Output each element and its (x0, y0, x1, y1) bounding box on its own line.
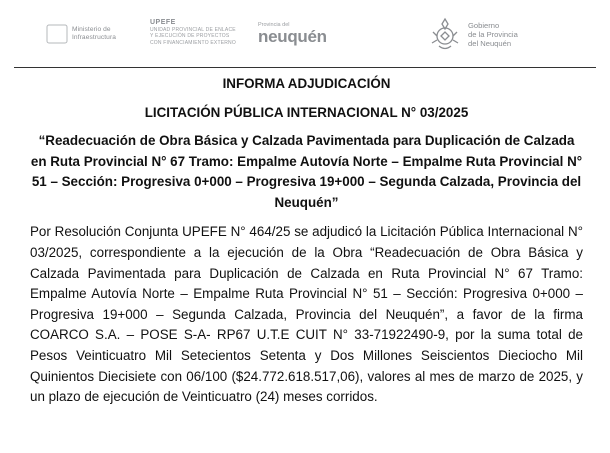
gobierno-line2: de la Provincia (468, 29, 518, 39)
upefe-title: UPEFE (150, 19, 176, 26)
tender-number: LICITACIÓN PÚBLICA INTERNACIONAL N° 03/2025 (144, 105, 469, 120)
neuquen-wordmark: neuquén (258, 27, 327, 46)
gobierno-logo (428, 16, 518, 52)
document-heading: INFORMA ADJUDICACIÓN (222, 76, 391, 91)
ministerio-logo (46, 24, 116, 44)
project-title: “Readecuación de Obra Básica y Calzada Pavimentada para Duplicación de Calzada en Ruta Provincial N° 67 Tramo: Empalme Autovía Norte – Empalme Ruta Provincial N° 51 – Sección: Progresiva 0+000 – Progresiva 19+000 – Segunda Calzada, Provincia del Neuquén” (30, 133, 583, 210)
upefe-logo (150, 18, 236, 46)
neuquen-logo (258, 22, 327, 45)
award-paragraph: Por Resolución Conjunta UPEFE N° 464/25 se adjudicó la Licitación Pública Internacional N° 03/2025, correspondiente a la ejecución de la Obra “Readecuación de Obra Básica y Calzada Pavimentada para Duplicación de Calzada en Ruta Provincial N° 67 Tramo: Empalme Autovía Norte – Empalme Ruta Provincial N° 51 – Sección: Progresiva 0+000 – Progresiva 19+000 – Segunda Calzada, Provincia del Neuquén”, a favor de la firma COARCO S.A. – POSE S-A- RP67 U.T.E CUIT N° 33-71922490-9, por la suma total de Pesos Veinticuatro Mil Setecientos Setenta y Dos Millones Seiscientos Dieciocho Mil Quinientos Diecisiete con 06/100 ($24.772.618.517,06), valores al mes de marzo de 2025, y un plazo de ejecución de Veinticuatro (24) meses corridos. (30, 224, 583, 405)
upefe-line3: CON FINANCIAMIENTO EXTERNO (150, 39, 236, 46)
upefe-line2: Y EJECUCIÓN DE PROYECTOS (150, 33, 230, 40)
header-logos (0, 0, 610, 66)
document-body (30, 74, 583, 421)
gobierno-line3: del Neuquén (468, 38, 512, 48)
header-divider (14, 67, 596, 68)
ministerio-emblem-icon (46, 24, 68, 44)
ministerio-line2: Infraestructura (72, 34, 117, 41)
provincial-shield-icon (428, 16, 462, 52)
gobierno-line1: Gobierno (468, 20, 500, 30)
upefe-line1: UNIDAD PROVINCIAL DE ENLACE (150, 27, 236, 33)
neuquen-small-text: Provincia del (258, 22, 290, 28)
ministerio-line1: Ministerio de (72, 26, 111, 33)
